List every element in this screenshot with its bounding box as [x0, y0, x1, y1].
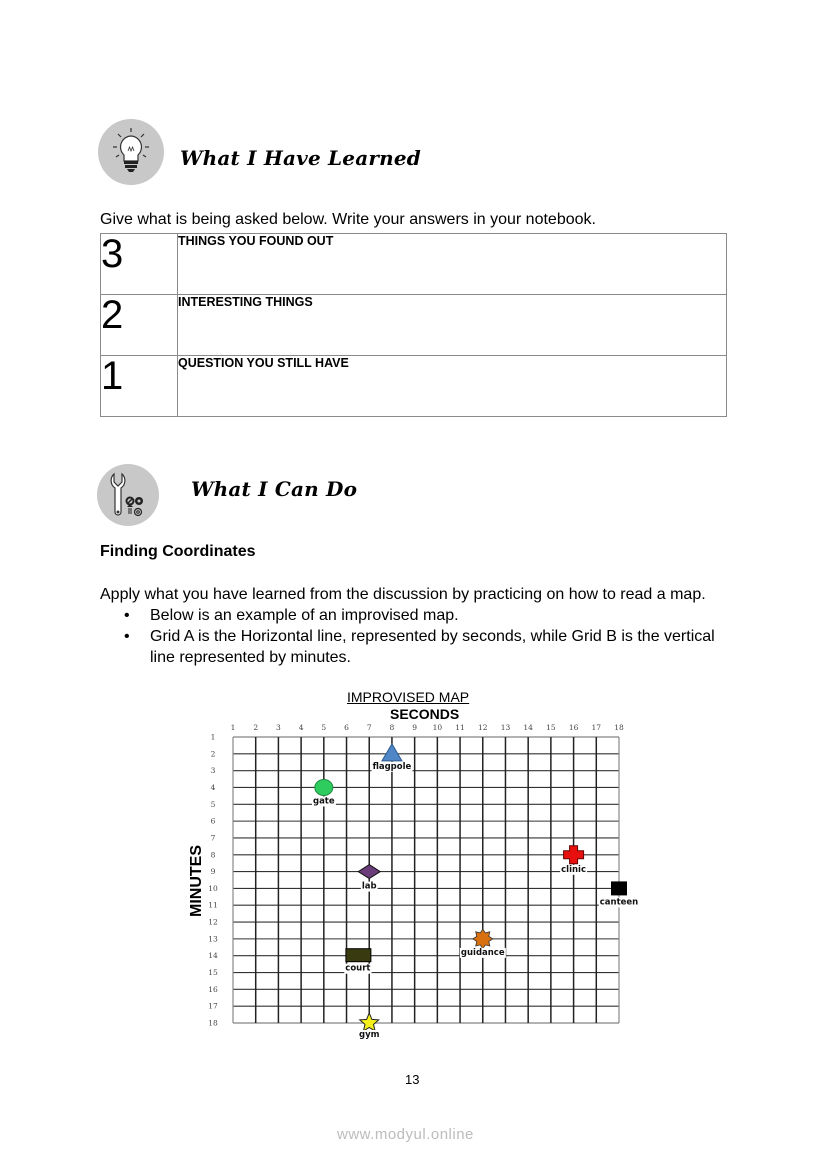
lab-label: lab	[361, 881, 377, 892]
bullet-item: • Grid A is the Horizontal line, represented by seconds, while Grid B is the vertical line represented by minutes.	[100, 626, 730, 668]
section-title-what-i-can-do: What I Can Do	[191, 477, 358, 501]
flagpole-marker	[382, 744, 402, 761]
x-tick-label: 15	[546, 723, 556, 732]
y-tick-label: 2	[210, 749, 216, 759]
x-tick-label: 3	[276, 723, 281, 732]
y-tick-label: 8	[210, 850, 216, 860]
x-tick-label: 17	[591, 723, 602, 732]
y-tick-label: 15	[208, 968, 218, 978]
row-label: QUESTION YOU STILL HAVE	[178, 356, 727, 417]
y-tick-label: 5	[210, 799, 216, 809]
gate-label: gate	[312, 796, 335, 807]
y-tick-label: 18	[208, 1018, 218, 1028]
gym-label: gym	[358, 1030, 380, 1040]
x-tick-label: 8	[389, 723, 395, 732]
x-tick-label: 4	[298, 723, 304, 732]
row-number: 2	[101, 295, 178, 356]
y-axis-label: MINUTES	[188, 845, 205, 917]
x-tick-label: 12	[477, 723, 488, 732]
y-tick-label: 10	[208, 883, 218, 893]
intro-text: Apply what you have learned from the discussion by practicing on how to read a map.	[100, 586, 706, 603]
x-tick-label: 10	[432, 723, 443, 732]
court-label: court	[345, 963, 371, 974]
y-tick-label: 16	[208, 984, 218, 994]
y-tick-label: 17	[208, 1001, 218, 1011]
court-marker	[346, 949, 371, 962]
y-tick-label: 1	[210, 732, 216, 742]
x-tick-label: 16	[568, 723, 579, 732]
canteen-label: canteen	[599, 897, 639, 908]
x-tick-label: 14	[523, 723, 533, 732]
y-tick-label: 7	[210, 833, 216, 843]
section-title-what-i-have-learned: What I Have Learned	[180, 146, 421, 170]
x-tick-label: 1	[230, 723, 236, 732]
clinic-label: clinic	[561, 864, 587, 875]
row-number: 1	[101, 356, 178, 417]
y-tick-label: 13	[208, 934, 218, 944]
x-tick-label: 13	[500, 723, 511, 732]
map-title: IMPROVISED MAP	[347, 689, 470, 705]
x-tick-label: 2	[253, 723, 259, 732]
x-tick-label: 7	[366, 723, 372, 732]
x-tick-label: 9	[412, 723, 418, 732]
gate-marker	[315, 779, 333, 795]
y-tick-label: 3	[210, 766, 216, 776]
y-tick-label: 14	[208, 951, 218, 961]
instruction-text: Give what is being asked below. Write your answers in your notebook.	[100, 211, 596, 228]
y-tick-label: 4	[210, 782, 216, 792]
y-tick-label: 9	[210, 867, 216, 877]
lab-marker	[358, 865, 380, 879]
x-axis-label: SECONDS	[390, 706, 460, 722]
x-tick-label: 11	[455, 723, 465, 732]
page-number: 13	[405, 1072, 420, 1087]
flagpole-label: flagpole	[372, 761, 412, 772]
row-number: 3	[101, 234, 178, 295]
x-tick-label: 18	[614, 723, 624, 732]
y-tick-label: 12	[208, 917, 218, 927]
bullet-item: • Below is an example of an improvised map.	[100, 605, 740, 626]
guidance-label: guidance	[460, 947, 505, 958]
row-label: INTERESTING THINGS	[178, 295, 727, 356]
subheading-finding-coordinates: Finding Coordinates	[100, 543, 256, 560]
x-tick-label: 5	[321, 723, 327, 732]
y-tick-label: 6	[210, 816, 216, 826]
watermark: www.modyul.online	[337, 1126, 474, 1143]
y-tick-label: 11	[208, 900, 218, 910]
clinic-marker	[564, 846, 584, 864]
guidance-marker	[473, 929, 493, 949]
x-tick-label: 6	[344, 723, 349, 732]
row-label: THINGS YOU FOUND OUT	[178, 234, 727, 295]
canteen-marker	[611, 881, 627, 895]
gym-marker	[360, 1013, 379, 1031]
